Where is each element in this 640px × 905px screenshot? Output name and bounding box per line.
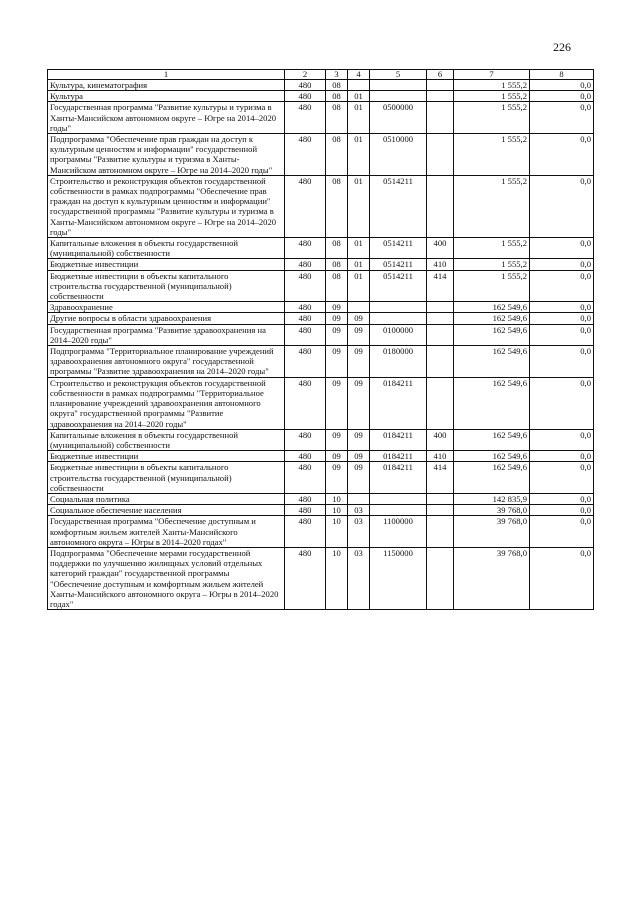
cell-col-6 [427,377,454,429]
cell-col-2: 480 [285,102,326,134]
cell-col-8: 0,0 [530,259,594,270]
cell-col-8: 0,0 [530,80,594,91]
cell-col-3: 08 [326,175,348,237]
cell-col-2: 480 [285,429,326,450]
column-header: 7 [454,70,530,80]
cell-col-4: 01 [348,91,370,102]
row-name-cell: Культура [48,91,285,102]
cell-col-7: 1 555,2 [454,134,530,176]
cell-col-3: 08 [326,80,348,91]
cell-col-6 [427,505,454,516]
cell-col-2: 480 [285,505,326,516]
cell-col-7: 162 549,6 [454,451,530,462]
column-header: 8 [530,70,594,80]
cell-col-2: 480 [285,175,326,237]
cell-col-8: 0,0 [530,134,594,176]
cell-col-7: 39 768,0 [454,516,530,548]
cell-col-6: 410 [427,451,454,462]
cell-col-4: 09 [348,377,370,429]
cell-col-2: 480 [285,313,326,324]
cell-col-8: 0,0 [530,377,594,429]
cell-col-2: 480 [285,259,326,270]
table-row [48,547,594,609]
row-name-cell: Бюджетные инвестиции в объекты капитального строительства государственной (муниципальной) собственности [48,270,285,302]
cell-col-3: 09 [326,324,348,345]
row-name-cell: Бюджетные инвестиции в объекты капитального строительства государственной (муниципальной) собственности [48,462,285,494]
cell-col-3: 10 [326,516,348,548]
cell-col-7: 1 555,2 [454,175,530,237]
table-row [48,451,594,462]
cell-col-8: 0,0 [530,516,594,548]
cell-col-2: 480 [285,377,326,429]
cell-col-3: 08 [326,91,348,102]
table-row [48,377,594,429]
cell-col-3: 09 [326,451,348,462]
cell-col-5: 0184211 [370,462,427,494]
cell-col-8: 0,0 [530,324,594,345]
table-row [48,324,594,345]
cell-col-4: 01 [348,134,370,176]
cell-col-5: 1150000 [370,547,427,609]
cell-col-7: 162 549,6 [454,324,530,345]
table-row [48,102,594,134]
cell-col-5 [370,91,427,102]
cell-col-2: 480 [285,302,326,313]
table-row [48,505,594,516]
cell-col-4: 09 [348,429,370,450]
cell-col-2: 480 [285,346,326,378]
cell-col-5: 0514211 [370,270,427,302]
cell-col-3: 09 [326,429,348,450]
table-row [48,313,594,324]
cell-col-7: 1 555,2 [454,91,530,102]
cell-col-3: 10 [326,493,348,504]
cell-col-8: 0,0 [530,175,594,237]
cell-col-7: 1 555,2 [454,102,530,134]
table-row [48,516,594,548]
cell-col-5: 0184211 [370,377,427,429]
cell-col-6 [427,346,454,378]
cell-col-8: 0,0 [530,238,594,259]
column-header: 1 [48,70,285,80]
cell-col-2: 480 [285,451,326,462]
cell-col-2: 480 [285,493,326,504]
cell-col-8: 0,0 [530,451,594,462]
table-row [48,346,594,378]
cell-col-3: 08 [326,270,348,302]
cell-col-4: 01 [348,175,370,237]
table-row [48,91,594,102]
row-name-cell: Здравоохранение [48,302,285,313]
cell-col-4 [348,302,370,313]
row-name-cell: Строительство и реконструкция объектов государственной собственности в рамках подпрограммы "Обеспечение прав граждан на доступ к культурным ценностям и информации" государственной программы "Развитие культуры и туризма в Ханты-Мансийском автономном округе – Югре на 2014–2020 годы" [48,175,285,237]
row-name-cell: Капитальные вложения в объекты государственной (муниципальной) собственности [48,429,285,450]
column-header: 6 [427,70,454,80]
cell-col-5 [370,505,427,516]
cell-col-7: 39 768,0 [454,547,530,609]
cell-col-7: 142 835,9 [454,493,530,504]
cell-col-7: 1 555,2 [454,238,530,259]
cell-col-5: 0184211 [370,451,427,462]
cell-col-6 [427,516,454,548]
cell-col-2: 480 [285,80,326,91]
cell-col-2: 480 [285,134,326,176]
cell-col-6 [427,91,454,102]
cell-col-5: 0514211 [370,238,427,259]
cell-col-5: 0500000 [370,102,427,134]
table-row [48,302,594,313]
cell-col-6 [427,324,454,345]
table-header [48,70,594,80]
cell-col-3: 09 [326,302,348,313]
cell-col-6 [427,102,454,134]
cell-col-4: 09 [348,462,370,494]
cell-col-5: 0514211 [370,175,427,237]
cell-col-8: 0,0 [530,102,594,134]
row-name-cell: Подпрограмма "Обеспечение мерами государственной поддержки по улучшению жилищных условий отдельных категорий граждан" государственной программы "Обеспечение доступным и комфортным жильем жителей Ханты-Мансийского автономного округа – Югры в 2014–2020 годах" [48,547,285,609]
cell-col-4: 01 [348,238,370,259]
cell-col-2: 480 [285,324,326,345]
cell-col-3: 08 [326,134,348,176]
column-number-row [48,70,594,80]
column-header: 2 [285,70,326,80]
column-header: 3 [326,70,348,80]
column-header: 5 [370,70,427,80]
cell-col-5 [370,302,427,313]
cell-col-2: 480 [285,91,326,102]
cell-col-8: 0,0 [530,493,594,504]
cell-col-4: 09 [348,313,370,324]
row-name-cell: Государственная программа "Обеспечение доступным и комфортным жильем жителей Ханты-Мансийского автономного округа – Югры в 2014–2020 годах" [48,516,285,548]
row-name-cell: Государственная программа "Развитие культуры и туризма в Ханты-Мансийском автономном округе – Югре на 2014–2020 годы" [48,102,285,134]
cell-col-4 [348,80,370,91]
table-row [48,259,594,270]
cell-col-4: 03 [348,505,370,516]
cell-col-8: 0,0 [530,505,594,516]
cell-col-6 [427,80,454,91]
cell-col-7: 162 549,6 [454,377,530,429]
cell-col-6: 400 [427,429,454,450]
cell-col-5: 0514211 [370,259,427,270]
row-name-cell: Социальное обеспечение населения [48,505,285,516]
table-row [48,175,594,237]
cell-col-6 [427,175,454,237]
cell-col-5: 0184211 [370,429,427,450]
table-row [48,134,594,176]
cell-col-6 [427,547,454,609]
cell-col-4: 09 [348,451,370,462]
row-name-cell: Бюджетные инвестиции [48,451,285,462]
cell-col-7: 162 549,6 [454,429,530,450]
row-name-cell: Культура, кинематография [48,80,285,91]
cell-col-5 [370,80,427,91]
cell-col-8: 0,0 [530,429,594,450]
column-header: 4 [348,70,370,80]
cell-col-3: 09 [326,346,348,378]
cell-col-8: 0,0 [530,346,594,378]
cell-col-3: 08 [326,259,348,270]
cell-col-4: 09 [348,324,370,345]
cell-col-3: 10 [326,505,348,516]
row-name-cell: Строительство и реконструкция объектов государственной собственности в рамках подпрограммы "Территориальное планирование учреждений здравоохранения автономного округа" государственной программы "Развитие здравоохранения на 2014–2020 годы" [48,377,285,429]
cell-col-3: 08 [326,102,348,134]
table-row [48,429,594,450]
cell-col-6: 410 [427,259,454,270]
cell-col-8: 0,0 [530,91,594,102]
cell-col-4: 01 [348,270,370,302]
cell-col-6 [427,313,454,324]
cell-col-3: 10 [326,547,348,609]
cell-col-5 [370,313,427,324]
cell-col-5 [370,493,427,504]
cell-col-3: 09 [326,462,348,494]
table-row [48,80,594,91]
cell-col-4: 01 [348,102,370,134]
cell-col-8: 0,0 [530,313,594,324]
cell-col-3: 09 [326,377,348,429]
row-name-cell: Подпрограмма "Территориальное планирование учреждений здравоохранения автономного округа" государственной программы "Развитие здравоохранения на 2014–2020 годы" [48,346,285,378]
cell-col-7: 162 549,6 [454,346,530,378]
cell-col-6 [427,493,454,504]
cell-col-7: 1 555,2 [454,270,530,302]
cell-col-6 [427,302,454,313]
cell-col-7: 162 549,6 [454,462,530,494]
row-name-cell: Бюджетные инвестиции [48,259,285,270]
cell-col-6 [427,134,454,176]
cell-col-4: 03 [348,547,370,609]
cell-col-6: 400 [427,238,454,259]
cell-col-2: 480 [285,462,326,494]
cell-col-2: 480 [285,516,326,548]
row-name-cell: Подпрограмма "Обеспечение прав граждан на доступ к культурным ценностям и информации" государственной программы "Развитие культуры и туризма в Ханты-Мансийском автономном округе – Югре на 2014–2020 годы" [48,134,285,176]
cell-col-8: 0,0 [530,302,594,313]
cell-col-7: 1 555,2 [454,259,530,270]
cell-col-2: 480 [285,238,326,259]
cell-col-8: 0,0 [530,270,594,302]
cell-col-6: 414 [427,270,454,302]
cell-col-8: 0,0 [530,462,594,494]
cell-col-4: 01 [348,259,370,270]
cell-col-4: 03 [348,516,370,548]
row-name-cell: Капитальные вложения в объекты государственной (муниципальной) собственности [48,238,285,259]
table-row [48,493,594,504]
row-name-cell: Другие вопросы в области здравоохранения [48,313,285,324]
table-row [48,462,594,494]
cell-col-7: 162 549,6 [454,313,530,324]
page-number: 226 [553,40,571,54]
table-body [48,80,594,610]
cell-col-5: 1100000 [370,516,427,548]
budget-table [47,69,594,610]
cell-col-8: 0,0 [530,547,594,609]
cell-col-5: 0180000 [370,346,427,378]
cell-col-7: 162 549,6 [454,302,530,313]
cell-col-5: 0510000 [370,134,427,176]
cell-col-6: 414 [427,462,454,494]
cell-col-2: 480 [285,270,326,302]
cell-col-7: 39 768,0 [454,505,530,516]
cell-col-4: 09 [348,346,370,378]
row-name-cell: Социальная политика [48,493,285,504]
cell-col-5: 0100000 [370,324,427,345]
table-row [48,270,594,302]
cell-col-3: 08 [326,238,348,259]
cell-col-2: 480 [285,547,326,609]
cell-col-3: 09 [326,313,348,324]
cell-col-4 [348,493,370,504]
row-name-cell: Государственная программа "Развитие здравоохранения на 2014–2020 годы" [48,324,285,345]
table-row [48,238,594,259]
cell-col-7: 1 555,2 [454,80,530,91]
